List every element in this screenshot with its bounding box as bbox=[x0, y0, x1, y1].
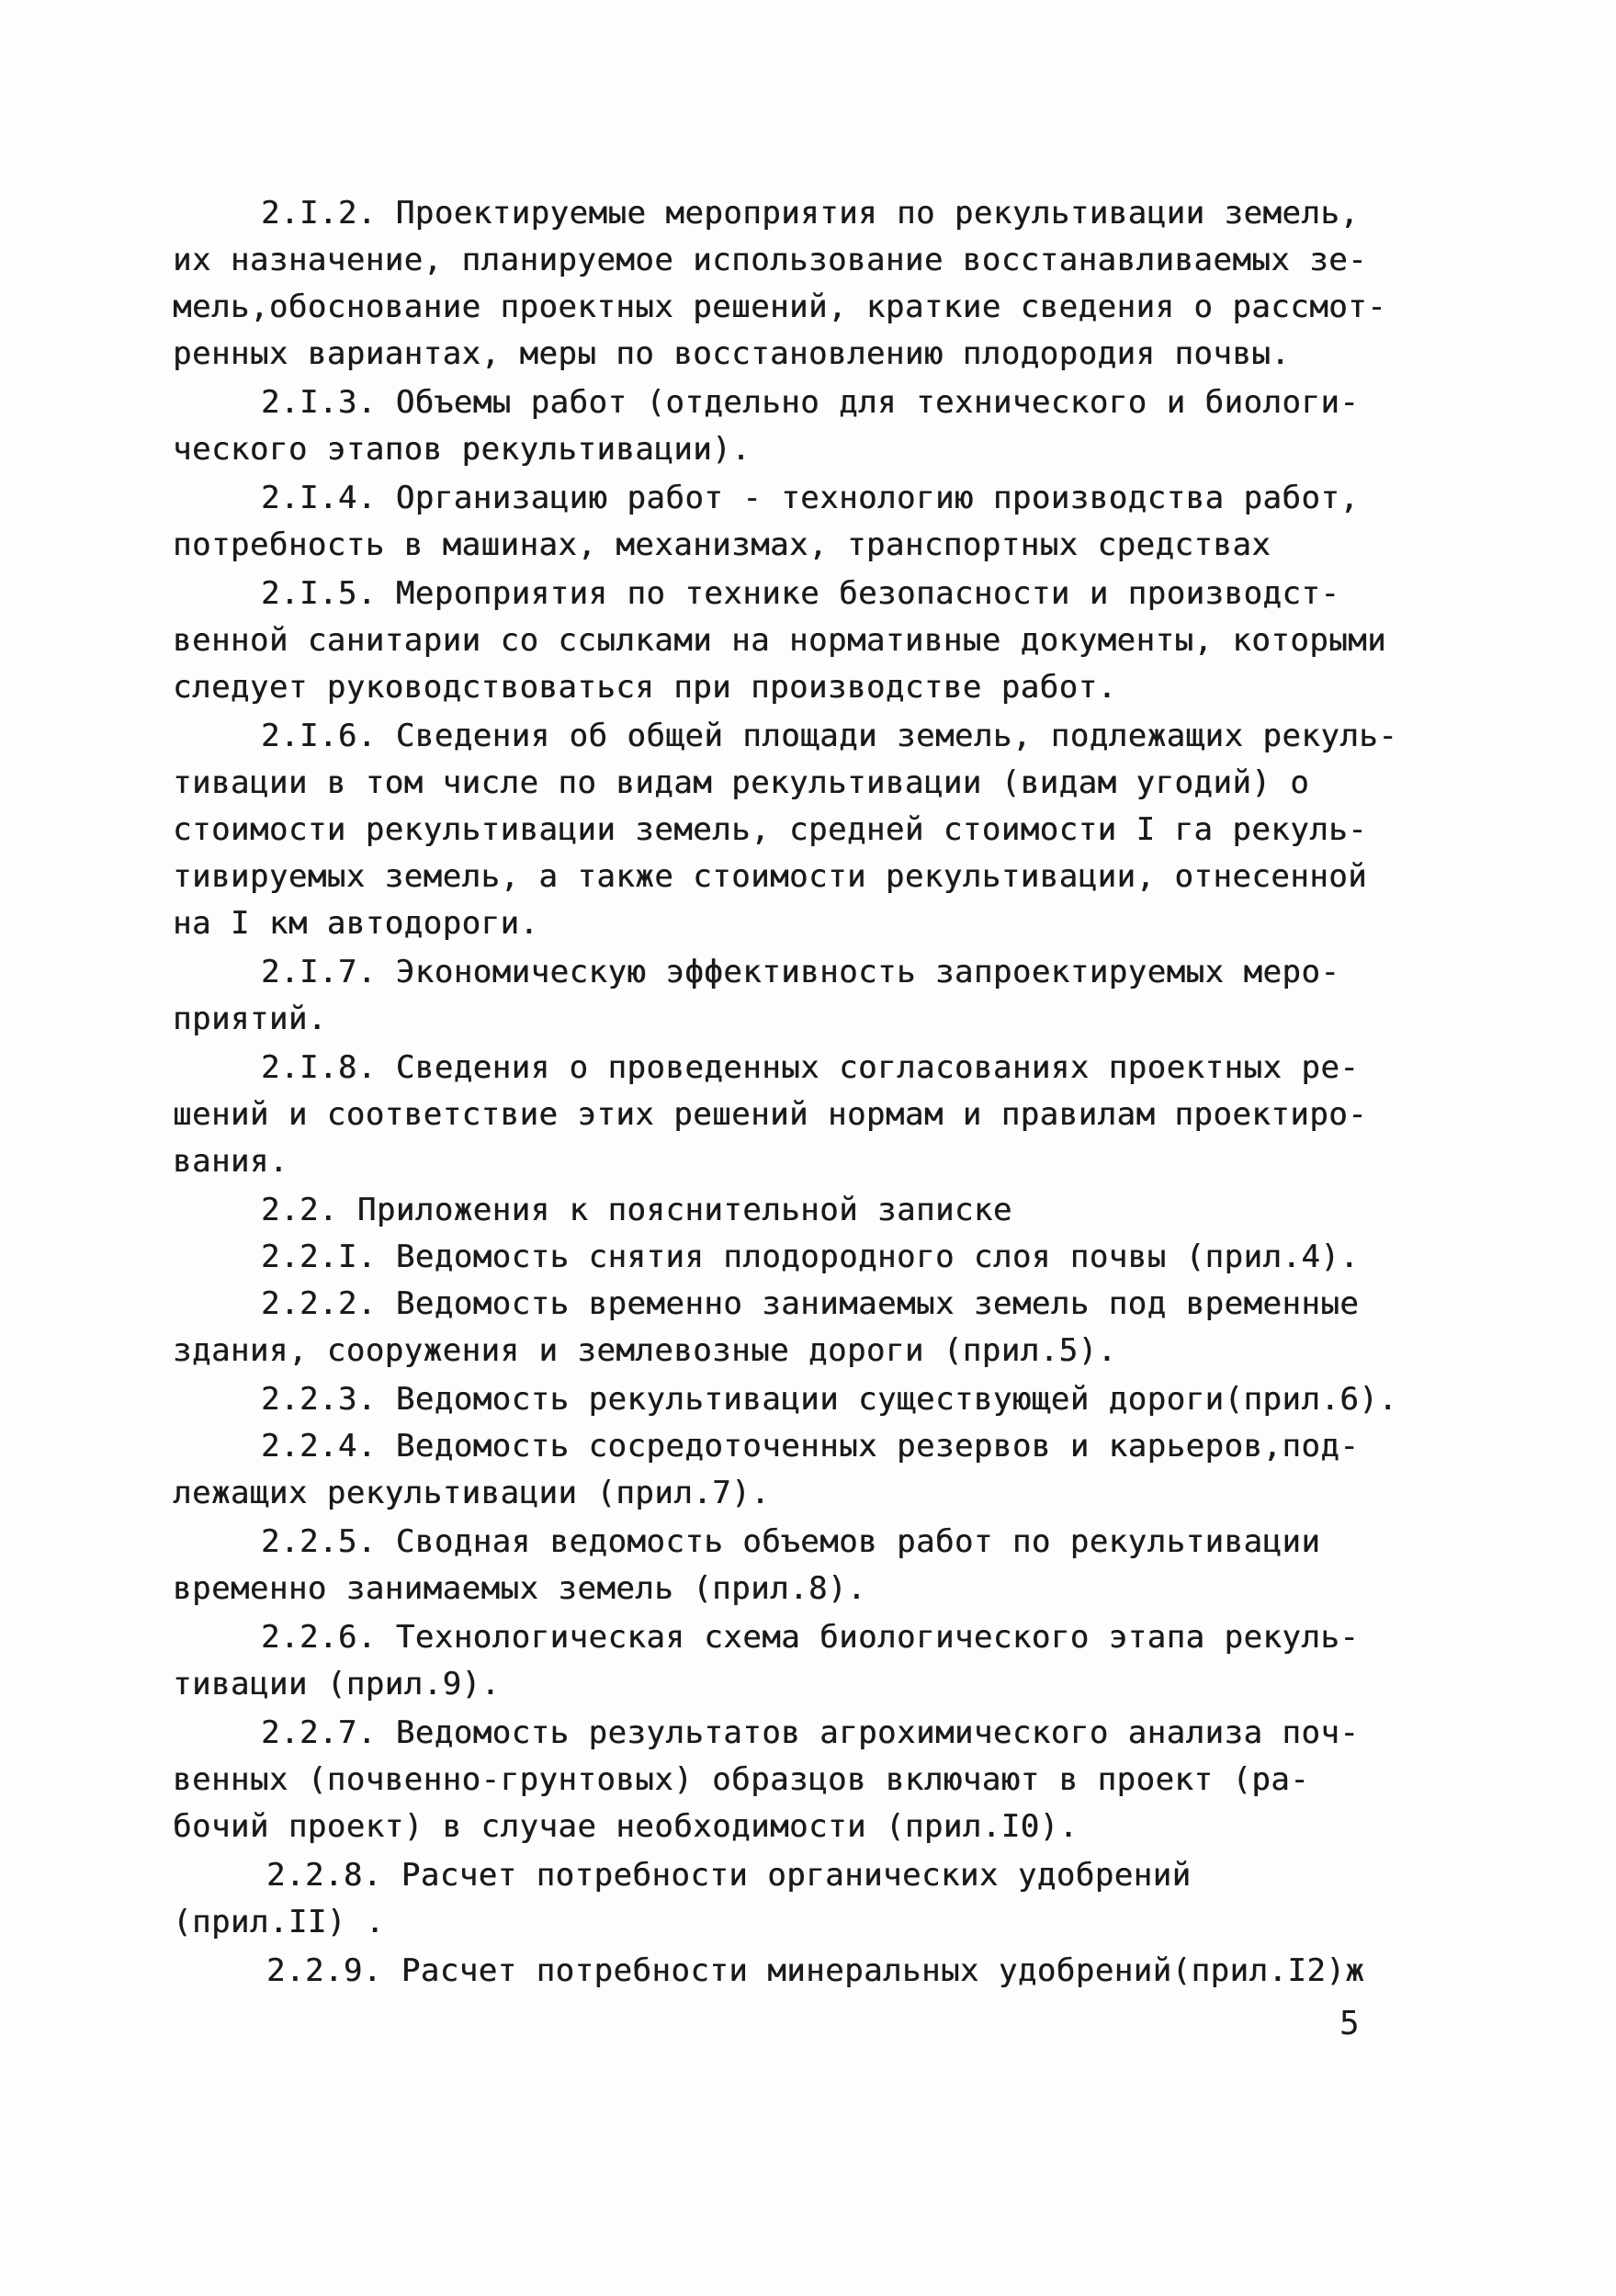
text-line: стоимости рекультивации земель, средней стоимости I га рекуль- bbox=[173, 811, 1368, 848]
text-line: 2.2.5. Сводная ведомость объемов работ по рекультивации bbox=[261, 1523, 1321, 1560]
text-line: венной санитарии со ссылками на нормативные документы, которыми bbox=[173, 622, 1387, 659]
text-line: здания, сооружения и землевозные дороги (прил.5). bbox=[173, 1332, 1117, 1369]
text-line: 2.I.3. Объемы работ (отдельно для технического и биологи- bbox=[261, 384, 1360, 421]
text-line: 2.2.2. Ведомость временно занимаемых земель под временные bbox=[261, 1285, 1360, 1322]
text-line: на I км автодороги. bbox=[173, 905, 539, 942]
text-line: 2.I.2. Проектируемые мероприятия по рекультивации земель, bbox=[261, 195, 1360, 232]
text-line: приятий. bbox=[173, 1001, 327, 1037]
text-line: временно занимаемых земель (прил.8). bbox=[173, 1570, 866, 1607]
text-line: 2.2.8. Расчет потребности органических удобрений bbox=[266, 1857, 1192, 1894]
page-number: 5 bbox=[1339, 2005, 1360, 2042]
text-line: 2.2.I. Ведомость снятия плодородного слоя почвы (прил.4). bbox=[261, 1238, 1360, 1275]
text-line: их назначение, планируемое использование восстанавливаемых зе- bbox=[173, 242, 1368, 278]
text-line: ческого этапов рекультивации). bbox=[173, 431, 751, 468]
text-line: 2.2.4. Ведомость сосредоточенных резервов и карьеров,под- bbox=[261, 1428, 1360, 1465]
text-line: 2.2.9. Расчет потребности минеральных удобрений(прил.I2)ж bbox=[266, 1952, 1365, 1989]
text-line: венных (почвенно-грунтовых) образцов включают в проект (ра- bbox=[173, 1761, 1310, 1798]
text-line: потребность в машинах, механизмах, транспортных средствах bbox=[173, 526, 1271, 563]
text-line: 2.I.8. Сведения о проведенных согласованиях проектных ре- bbox=[261, 1049, 1360, 1086]
text-line: ренных вариантах, меры по восстановлению плодородия почвы. bbox=[173, 335, 1291, 372]
section-heading: 2.2. Приложения к пояснительной записке bbox=[261, 1192, 1012, 1228]
text-line: мель,обоснование проектных решений, краткие сведения о рассмот- bbox=[173, 288, 1387, 325]
text-line: тивации (прил.9). bbox=[173, 1666, 501, 1702]
text-line: вания. bbox=[173, 1143, 288, 1180]
text-line: (прил.II) . bbox=[173, 1904, 385, 1940]
text-line: лежащих рекультивации (прил.7). bbox=[173, 1475, 771, 1511]
text-line: тивируемых земель, а также стоимости рекультивации, отнесенной bbox=[173, 858, 1368, 895]
text-line: 2.I.6. Сведения об общей площади земель, подлежащих рекуль- bbox=[261, 718, 1398, 754]
text-line: 2.I.7. Экономическую эффективность запроектируемых меро- bbox=[261, 954, 1340, 990]
text-line: бочий проект) в случае необходимости (прил.I0). bbox=[173, 1808, 1079, 1845]
text-line: тивации в том числе по видам рекультивации (видам угодий) о bbox=[173, 764, 1310, 801]
text-line: шений и соответствие этих решений нормам и правилам проектиро- bbox=[173, 1096, 1368, 1133]
text-line: 2.2.7. Ведомость результатов агрохимического анализа поч- bbox=[261, 1714, 1360, 1751]
text-line: 2.2.6. Технологическая схема биологического этапа рекуль- bbox=[261, 1619, 1360, 1656]
text-line: 2.2.3. Ведомость рекультивации существующей дороги(прил.6). bbox=[261, 1381, 1398, 1418]
text-line: следует руководствоваться при производстве работ. bbox=[173, 669, 1117, 706]
text-line: 2.I.5. Мероприятия по технике безопасности и производст- bbox=[261, 575, 1340, 612]
text-line: 2.I.4. Организацию работ - технологию производства работ, bbox=[261, 480, 1360, 516]
